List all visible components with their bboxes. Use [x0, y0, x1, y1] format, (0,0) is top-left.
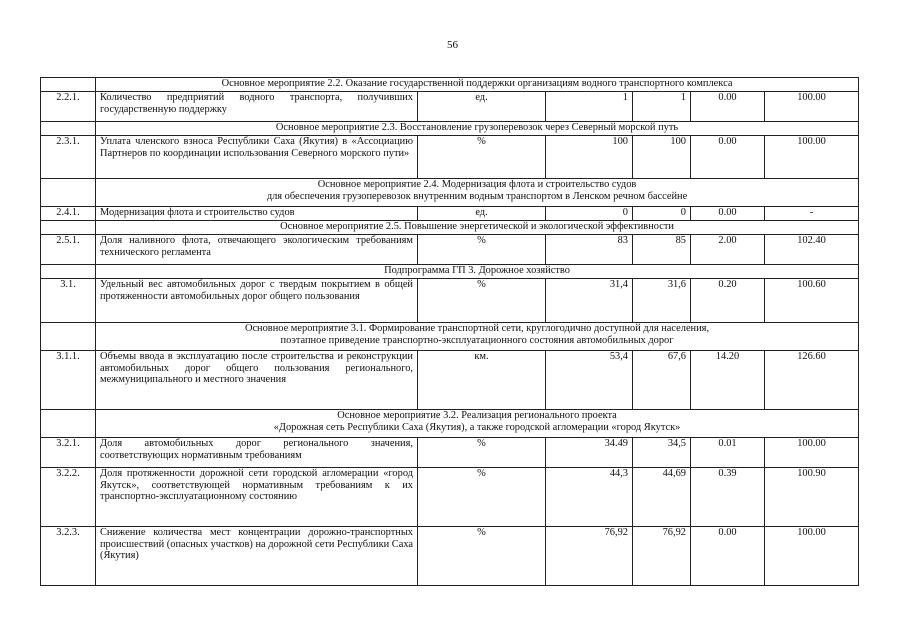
- plan-value: 53,4: [546, 351, 633, 410]
- unit: %: [418, 438, 546, 468]
- section-header-row: [41, 410, 859, 438]
- indicator-name: Модернизация флота и строительство судов: [96, 207, 418, 221]
- indicator-name: Доля протяженности дорожной сети городской агломерации «город Якутск», соответствующей нормативным требованиям к их транспортно-эксплуатационному состоянию: [96, 468, 418, 527]
- unit: %: [418, 279, 546, 323]
- table-row: [41, 207, 859, 221]
- num-cell: [41, 179, 96, 207]
- indicator-name: Удельный вес автомобильных дорог с твердым покрытием в общей протяженности автомобильных дорог общего пользования: [96, 279, 418, 323]
- indicator-name: Доля наливного флота, отвечающего экологическим требованиям технического регламента: [96, 235, 418, 265]
- row-number: 2.5.1.: [41, 235, 96, 265]
- row-number: 2.2.1.: [41, 92, 96, 122]
- num-cell: [41, 122, 96, 136]
- unit: км.: [418, 351, 546, 410]
- page-number: 56: [447, 39, 458, 51]
- row-number: 3.1.: [41, 279, 96, 323]
- section-header-row: [41, 265, 859, 279]
- row-number: 3.2.1.: [41, 438, 96, 468]
- unit: ед.: [418, 207, 546, 221]
- deviation-value: 0.00: [691, 92, 765, 122]
- unit: %: [418, 136, 546, 179]
- percent-value: 126.60: [765, 351, 859, 410]
- section-header: [96, 78, 859, 92]
- plan-value: 34.49: [546, 438, 633, 468]
- indicator-name: Уплата членского взноса Республики Саха (Якутия) в «Ассоциацию Партнеров по координации использования Северного морского пути»: [96, 136, 418, 179]
- indicators-table: [40, 77, 859, 586]
- row-number: 2.4.1.: [41, 207, 96, 221]
- section-header: [96, 179, 859, 207]
- deviation-value: 0.39: [691, 468, 765, 527]
- section-header-line: «Дорожная сеть Республики Саха (Якутия), а также городской агломерации «город Якутск»: [273, 421, 681, 433]
- table-row: [41, 235, 859, 265]
- deviation-value: 14.20: [691, 351, 765, 410]
- row-number: 3.1.1.: [41, 351, 96, 410]
- plan-value: 31,4: [546, 279, 633, 323]
- deviation-value: 0.01: [691, 438, 765, 468]
- num-cell: [41, 323, 96, 351]
- percent-value: 100.00: [765, 527, 859, 586]
- unit: %: [418, 235, 546, 265]
- table-row: [41, 279, 859, 323]
- deviation-value: 0.00: [691, 527, 765, 586]
- num-cell: [41, 265, 96, 279]
- fact-value: 67,6: [633, 351, 691, 410]
- section-header-line: Основное мероприятие 2.3. Восстановление грузоперевозок через Северный морской путь: [275, 122, 679, 133]
- table-row: [41, 92, 859, 122]
- section-header: [96, 410, 859, 438]
- row-number: 3.2.2.: [41, 468, 96, 527]
- indicator-name: Объемы ввода в эксплуатацию после строительства и реконструкции автомобильных дорог общего пользования регионального, межмуниципального и местного значения: [96, 351, 418, 410]
- section-header-line: Основное мероприятие 3.1. Формирование транспортной сети, круглогодично доступной для населения,: [244, 323, 710, 334]
- fact-value: 44,69: [633, 468, 691, 527]
- percent-value: 100.00: [765, 438, 859, 468]
- plan-value: 83: [546, 235, 633, 265]
- section-header-row: [41, 221, 859, 235]
- num-cell: [41, 410, 96, 438]
- deviation-value: 0.20: [691, 279, 765, 323]
- section-header-row: [41, 78, 859, 92]
- plan-value: 44,3: [546, 468, 633, 527]
- unit: ед.: [418, 92, 546, 122]
- deviation-value: 0.00: [691, 136, 765, 179]
- fact-value: 34,5: [633, 438, 691, 468]
- table-row: [41, 438, 859, 468]
- section-header-line: Основное мероприятие 2.5. Повышение энергетической и экологической эффективности: [280, 221, 674, 232]
- fact-value: 31,6: [633, 279, 691, 323]
- table-row: [41, 351, 859, 410]
- fact-value: 1: [633, 92, 691, 122]
- section-header: [96, 221, 859, 235]
- section-header-row: [41, 179, 859, 207]
- section-header-row: [41, 323, 859, 351]
- table-row: [41, 527, 859, 586]
- section-header: [96, 265, 859, 279]
- plan-value: 76,92: [546, 527, 633, 586]
- deviation-value: 0.00: [691, 207, 765, 221]
- table-row: [41, 136, 859, 179]
- fact-value: 85: [633, 235, 691, 265]
- unit: %: [418, 527, 546, 586]
- percent-value: -: [765, 207, 859, 221]
- fact-value: 100: [633, 136, 691, 179]
- percent-value: 100.00: [765, 92, 859, 122]
- section-header-line: Основное мероприятие 3.2. Реализация регионального проекта: [337, 410, 617, 421]
- section-header-line: поэтапное приведение транспортно-эксплуатационного состояния автомобильных дорог: [280, 334, 674, 346]
- plan-value: 0: [546, 207, 633, 221]
- percent-value: 102.40: [765, 235, 859, 265]
- percent-value: 100.60: [765, 279, 859, 323]
- unit: %: [418, 468, 546, 527]
- plan-value: 100: [546, 136, 633, 179]
- row-number: 2.3.1.: [41, 136, 96, 179]
- section-header: [96, 323, 859, 351]
- num-cell: [41, 221, 96, 235]
- fact-value: 76,92: [633, 527, 691, 586]
- percent-value: 100.90: [765, 468, 859, 527]
- percent-value: 100.00: [765, 136, 859, 179]
- table-row: [41, 468, 859, 527]
- section-header: [96, 122, 859, 136]
- indicator-name: Снижение количества мест концентрации дорожно-транспортных происшествий (опасных участков) на дорожной сети Республики Саха (Якутия): [96, 527, 418, 586]
- indicator-name: Доля автомобильных дорог регионального значения, соответствующих нормативным требованиям: [96, 438, 418, 468]
- section-header-line: Основное мероприятие 2.2. Оказание государственной поддержки организациям водного транспортного комплекса: [221, 78, 733, 89]
- deviation-value: 2.00: [691, 235, 765, 265]
- section-header-line: Подпрограмма ГП 3. Дорожное хозяйство: [384, 265, 570, 276]
- num-cell: [41, 78, 96, 92]
- section-header-line: Основное мероприятие 2.4. Модернизация флота и строительство судов: [317, 179, 637, 190]
- plan-value: 1: [546, 92, 633, 122]
- fact-value: 0: [633, 207, 691, 221]
- section-header-row: [41, 122, 859, 136]
- section-header-line: для обеспечения грузоперевозок внутренним водным транспортом в Ленском речном бассейне: [266, 190, 688, 202]
- indicator-name: Количество предприятий водного транспорта, получивших государственную поддержку: [96, 92, 418, 122]
- row-number: 3.2.3.: [41, 527, 96, 586]
